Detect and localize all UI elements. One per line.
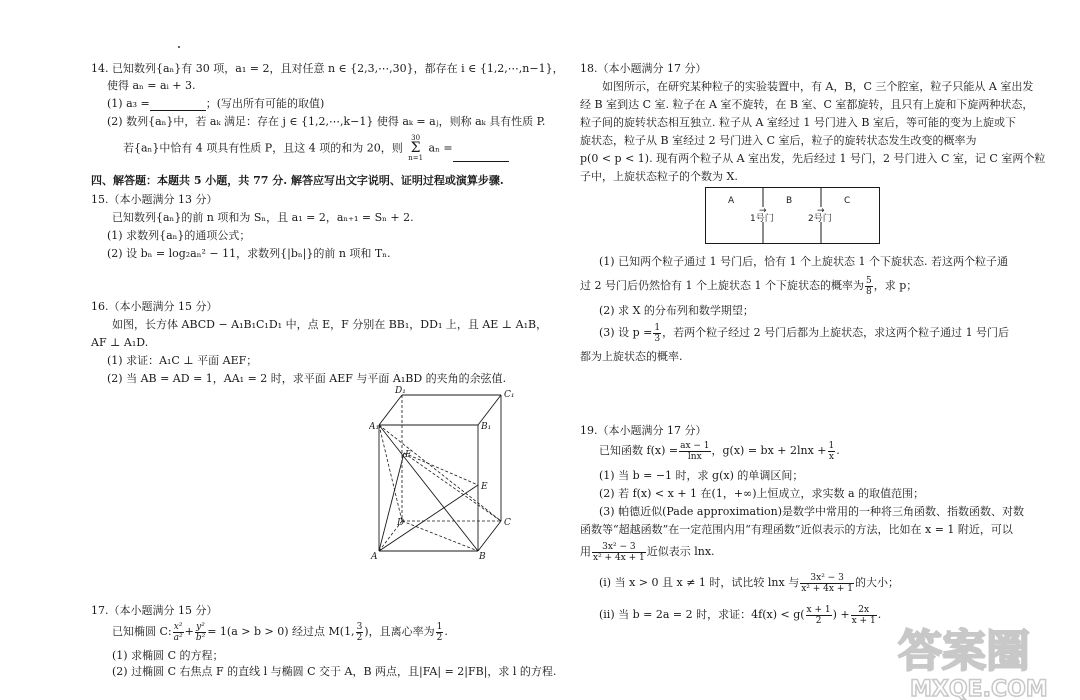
label-D1: D₁ (395, 386, 406, 396)
q18-line-9: (2) 求 X 的分布列和数学期望； (599, 304, 754, 317)
q15-line-1: 已知数列{aₙ}的前 n 项和为 Sₙ，且 a₁ = 2，aₙ₊₁ = Sₙ + 2. (112, 211, 414, 224)
q14-line-3 (107, 97, 324, 111)
room-A-label: A (728, 196, 735, 206)
label-A1: A₁ (369, 422, 380, 432)
q16-heading: 16.（本小题满分 15 分） (91, 300, 218, 313)
q15-line-2: (1) 求数列{aₙ}的通项公式； (107, 229, 251, 242)
section-heading: 四、解答题：本题共 5 小题，共 77 分. 解答应写出文字说明、证明过程或演算步骤. (91, 174, 504, 187)
q18-line-10: (3) 设 p = $\frac{1}{3}$ ，若两个粒子经过 2 号门后都为上旋状态，求这两个粒子通过 1 号门后 (599, 322, 1010, 344)
fraction: $\frac{\text{3x² − 3}}{\text{x² + 4x + 1}}$ (801, 572, 853, 594)
fraction: $\frac{5}{8}$ (865, 275, 872, 297)
q14-line-1: 14. 已知数列{aₙ}有 30 项，a₁ = 2，且对任意 n ∈ {2,3,⋯,30}，都存在 i ∈ {1,2,⋯,n−1}， (91, 62, 564, 75)
q18-line-3: 粒子间的旋转状态相互独立. 粒子从 A 室经过 1 号门进入 B 室后，等可能的变为上旋或下 (580, 116, 1016, 129)
cuboid-figure (369, 383, 519, 563)
label-D: D (397, 518, 405, 528)
q18-line-7: (1) 已知两个粒子通过 1 号门后，恰有 1 个上旋状态 1 个下旋状态. 若这两个粒子通 (599, 255, 1009, 268)
label-C1: C₁ (504, 390, 515, 400)
q16-line-1: 如图，长方体 ABCD − A₁B₁C₁D₁ 中，点 E，F 分别在 BB₁，DD₁ 上，且 AE ⊥ A₁B， (112, 318, 548, 331)
q14-line-5-text: 若{aₙ}中恰有 4 项具有性质 P，且这 4 项的和为 20，则 (123, 141, 403, 155)
room-C-label: C (844, 196, 851, 206)
q16-line-3: (1) 求证：A₁C ⊥ 平面 AEF； (107, 354, 258, 367)
answer-blank (150, 99, 206, 111)
q18-line-1: 如图所示，在研究某种粒子的实验装置中，有 A，B，C 三个腔室，粒子只能从 A 室出发 (602, 80, 1034, 93)
label-B: B (479, 552, 486, 562)
label-C: C (504, 518, 511, 528)
answer-blank (453, 150, 509, 162)
summation-symbol: 30 Σ n=1 (408, 134, 424, 162)
scan-speck (178, 46, 180, 48)
q19-line-2: (1) 当 b = −1 时，求 g(x) 的单调区间； (599, 469, 804, 482)
label-F: F (405, 450, 412, 460)
q14-part1-label: (1) a₃ = (107, 97, 150, 110)
fraction: $\frac{1}{2}$ (436, 621, 443, 643)
label-E: E (481, 482, 488, 492)
fraction: $\frac{ax - 1}{\ln x}$ (680, 440, 710, 462)
q17-heading: 17.（本小题满分 15 分） (91, 604, 218, 617)
right-column (540, 0, 1080, 700)
q18-line-2: 经 B 室到达 C 室. 粒子在 A 室不旋转，在 B 室、C 室都旋转，且只有上旋和下旋两种状态， (580, 98, 1034, 111)
fraction: $\frac{\text{y²}}{\text{b²}}$ (195, 621, 206, 643)
room-B-label: B (786, 196, 793, 206)
fraction: $\frac{\text{3x² − 3}}{\text{x² + 4x + 1}}$ (593, 541, 645, 563)
q17-line-3: (2) 过椭圆 C 右焦点 F 的直线 l 与椭圆 C 交于 A，B 两点，且|FA| = 2|FB|，求 l 的方程. (112, 665, 557, 678)
q18-line-8: 过 2 号门后仍然恰有 1 个上旋状态 1 个下旋状态的概率为 $\frac{5}{8}$ ，求 p； (580, 275, 918, 297)
door-1-arrow: → (759, 206, 767, 216)
watermark-logo (880, 616, 1080, 700)
q18-line-6: 子中，上旋状态粒子的个数为 X. (580, 170, 738, 183)
q18-line-11: 都为上旋状态的概率. (580, 350, 683, 363)
q17-line-1: 已知椭圆 C: $\frac{\text{x²}}{\text{a²}}$ + $\frac{\text{y²}}{\text{b²}}$ = 1(a > b > 0) 经过点 M(1, $\frac{3}{2}$ )，且离心率为 $\frac{1}{2}$ . (112, 621, 448, 643)
q18-line-5: p(0 < p < 1). 现有两个粒子从 A 室出发，先后经过 1 号门，2 号门进入 C 室，记 C 室两个粒 (580, 152, 1046, 165)
q15-heading: 15.（本小题满分 13 分） (91, 193, 218, 206)
q18-heading: 18.（本小题满分 17 分） (580, 62, 707, 75)
q19-line-6: 用 $\frac{\text{3x² − 3}}{\text{x² + 4x + 1}}$ 近似表示 lnx. (580, 541, 715, 563)
fraction: $\frac{1}{x}$ (828, 440, 835, 462)
fraction: $\frac{\text{x²}}{\text{a²}}$ (173, 621, 183, 643)
door-2-arrow: → (817, 206, 825, 216)
q19-line-4: (3) 帕德近似(Pade approximation)是数学中常用的一种将三角函数、指数函数、对数 (599, 505, 1025, 518)
label-A: A (371, 552, 378, 562)
q14-line-5-eq: aₙ = (428, 141, 453, 155)
door-2-label: 2号门 (808, 214, 832, 224)
q19-line-3: (2) 若 f(x) < x + 1 在(1，+∞)上恒成立，求实数 a 的取值范围； (599, 487, 925, 500)
fraction: $\frac{2x}{x + 1}$ (851, 604, 876, 626)
q18-line-4: 旋状态，粒子从 B 室经过 2 号门进入 C 室后，粒子的旋转状态发生改变的概率为 (580, 134, 977, 147)
q14-line-2: 使得 aₙ = aᵢ + 3. (107, 79, 196, 92)
q15-line-3: (2) 设 bₙ = log₂aₙ² − 11，求数列{|bₙ|}的前 n 项和 Tₙ. (107, 247, 391, 260)
fraction: $\frac{x + 1}{2}$ (806, 604, 831, 626)
q19-line-8: (ⅱ) 当 b = 2a = 2 时，求证：4f(x) < g( $\frac{x + 1}{2}$ ) + $\frac{2x}{x + 1}$ . (599, 604, 882, 626)
watermark-main: 答案圈 (898, 626, 1030, 677)
q17-line-2: (1) 求椭圆 C 的方程； (112, 649, 224, 662)
q14-line-5 (123, 135, 509, 162)
q19-line-7: (ⅰ) 当 x > 0 且 x ≠ 1 时，试比较 lnx 与 $\frac{\text{3x² − 3}}{\text{x² + 4x + 1}}$ 的大小； (599, 572, 899, 594)
q19-heading: 19.（本小题满分 17 分） (580, 424, 707, 437)
watermark-sub: MXQE.COM (910, 677, 1048, 700)
q16-line-2: AF ⊥ A₁D. (91, 336, 149, 349)
q14-part1-hint: ；(写出所有可能的取值) (205, 97, 325, 110)
door-1-label: 1号门 (750, 214, 774, 224)
fraction: $\frac{3}{2}$ (356, 621, 363, 643)
q14-line-4: (2) 数列{aₙ}中，若 aₖ 满足：存在 j ∈ {1,2,⋯,k−1} 使得 aₖ = aⱼ，则称 aₖ 具有性质 P. (107, 115, 546, 128)
q16-line-4: (2) 当 AB = AD = 1，AA₁ = 2 时，求平面 AEF 与平面 A₁BD 的夹角的余弦值. (107, 372, 507, 385)
fraction: $\frac{1}{3}$ (654, 322, 661, 344)
chamber-diagram (705, 187, 880, 244)
q19-line-5: 函数等“超越函数”在一定范围内用“有理函数”近似表示的方法，比如在 x = 1 附近，可以 (580, 523, 1013, 536)
label-B1: B₁ (481, 422, 492, 432)
q19-line-1: 已知函数 f(x) = $\frac{ax - 1}{\ln x}$ ，g(x) = bx + 2lnx + $\frac{1}{x}$ . (599, 440, 840, 462)
